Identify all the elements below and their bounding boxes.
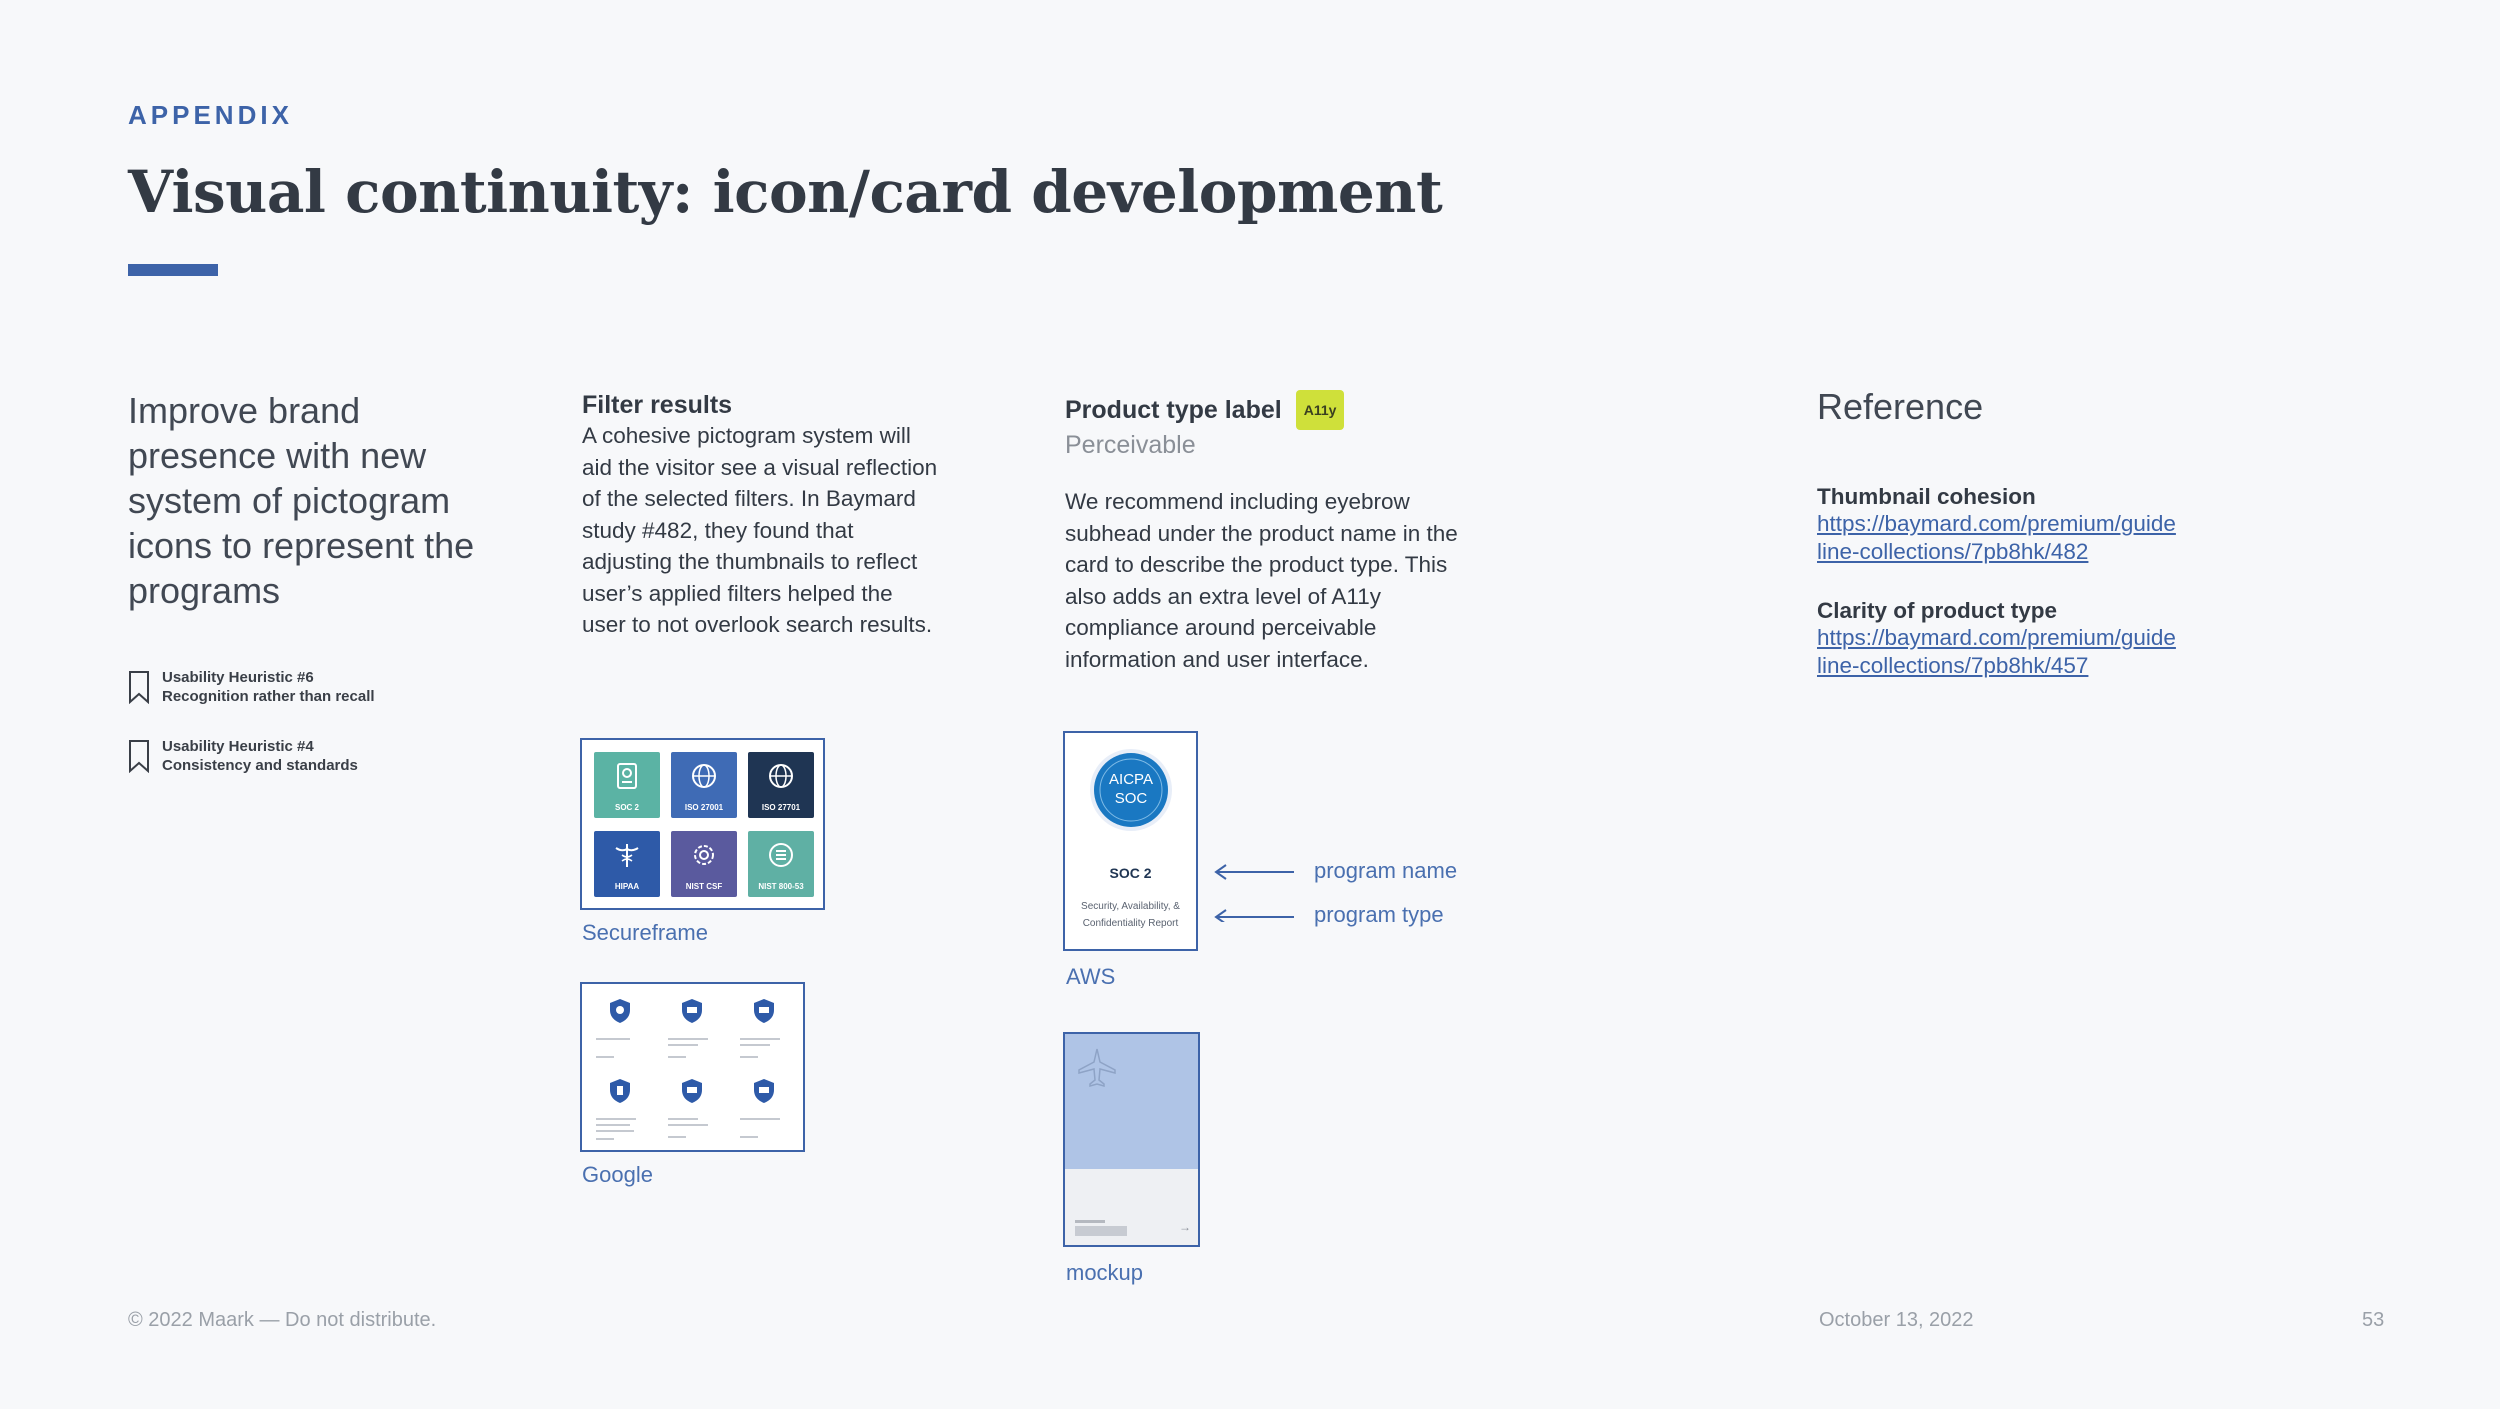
footer-date: October 13, 2022 (1819, 1309, 1974, 1331)
filter-results-body: A cohesive pictogram system will aid the visitor see a visual reflection of the selected filters. In Baymard study #482, they found that adjusting the thumbnails to reflect user’s applied filters helped the user to not overlook search results. (582, 423, 938, 637)
shield-icon (752, 998, 776, 1024)
tile-iso27701: ISO 27701 (748, 752, 814, 818)
page-number: 53 (2362, 1309, 2385, 1331)
reference-item-title: Thumbnail cohesion (1817, 484, 2036, 509)
google-thumbnail (580, 982, 805, 1152)
reference-link[interactable]: https://baymard.com/premium/guideline-collections/7pb8hk/457 (1817, 625, 2176, 678)
reference-link[interactable]: https://baymard.com/premium/guideline-collections/7pb8hk/482 (1817, 511, 2176, 564)
tile-iso27001: ISO 27001 (671, 752, 737, 818)
secureframe-thumbnail (580, 738, 825, 910)
google-caption: Google (582, 1162, 653, 1187)
reference-item (1817, 598, 2177, 680)
page-title: Visual continuity: icon/card development (128, 158, 1443, 226)
program-type: Security, Availability, & Confidentiality Report (1081, 901, 1180, 929)
airplane-icon (1075, 1046, 1119, 1090)
heuristic-number: Usability Heuristic #4 (162, 738, 314, 755)
aws-card (1063, 731, 1198, 951)
arrow-right-icon: → (1179, 1220, 1191, 1234)
google-card (730, 1068, 798, 1144)
mockup-line (1075, 1220, 1105, 1223)
heuristic-number: Usability Heuristic #6 (162, 669, 314, 686)
mockup-caption: mockup (1066, 1260, 1144, 1285)
filter-results-section (582, 390, 942, 641)
program-type-label: program type (1314, 902, 1444, 927)
reference-title: Reference (1817, 386, 1984, 427)
aws-caption: AWS (1066, 964, 1116, 989)
product-type-section (1065, 390, 1465, 675)
product-type-subtitle: Perceivable (1065, 431, 1196, 459)
google-card (586, 1068, 654, 1144)
shield-icon (680, 998, 704, 1024)
globe-icon (767, 762, 795, 790)
google-card (586, 988, 654, 1064)
tile-nist-800-53: NIST 800-53 (748, 831, 814, 897)
reference-item-title: Clarity of product type (1817, 598, 2058, 623)
filter-results-title: Filter results (582, 391, 733, 419)
tile-soc2: SOC 2 (594, 752, 660, 818)
tile-nist-csf: NIST CSF (671, 831, 737, 897)
footer-copyright: © 2022 Maark — Do not distribute. (128, 1309, 437, 1331)
shield-icon (752, 1078, 776, 1104)
shield-icon (680, 1078, 704, 1104)
heuristic-name: Consistency and standards (162, 757, 358, 774)
seal-text: AICPA SOC (1109, 771, 1153, 807)
product-type-title: Product type label A11y (1065, 390, 1465, 430)
google-card (730, 988, 798, 1064)
program-name-label: program name (1314, 858, 1458, 883)
google-card (658, 988, 726, 1064)
bookmark-icon (128, 739, 150, 773)
product-type-body: We recommend including eyebrow subhead under the product name in the card to describe the product type. This also adds an extra level of A11y compliance around perceivable information and user interface. (1065, 489, 1458, 672)
list-icon (767, 841, 795, 869)
google-card (658, 1068, 726, 1144)
shield-icon (608, 1078, 632, 1104)
title-rule (128, 264, 218, 276)
reference-item (1817, 484, 2177, 566)
a11y-badge: A11y (1296, 390, 1345, 430)
intro-text: Improve brand presence with new system of pictogram icons to represent the programs (128, 390, 475, 611)
document-icon (613, 762, 641, 790)
callout-arrows (1210, 862, 1300, 922)
globe-icon (690, 762, 718, 790)
tile-hipaa: HIPAA (594, 831, 660, 897)
shield-icon (608, 998, 632, 1024)
eyebrow: APPENDIX (128, 100, 293, 130)
mockup-card (1063, 1032, 1200, 1247)
program-name: SOC 2 (1109, 865, 1152, 881)
mockup-bar (1075, 1226, 1127, 1236)
bookmark-icon (128, 670, 150, 704)
caduceus-icon (613, 841, 641, 869)
gear-icon (690, 841, 718, 869)
secureframe-caption: Secureframe (582, 920, 708, 945)
heuristic-name: Recognition rather than recall (162, 688, 375, 705)
